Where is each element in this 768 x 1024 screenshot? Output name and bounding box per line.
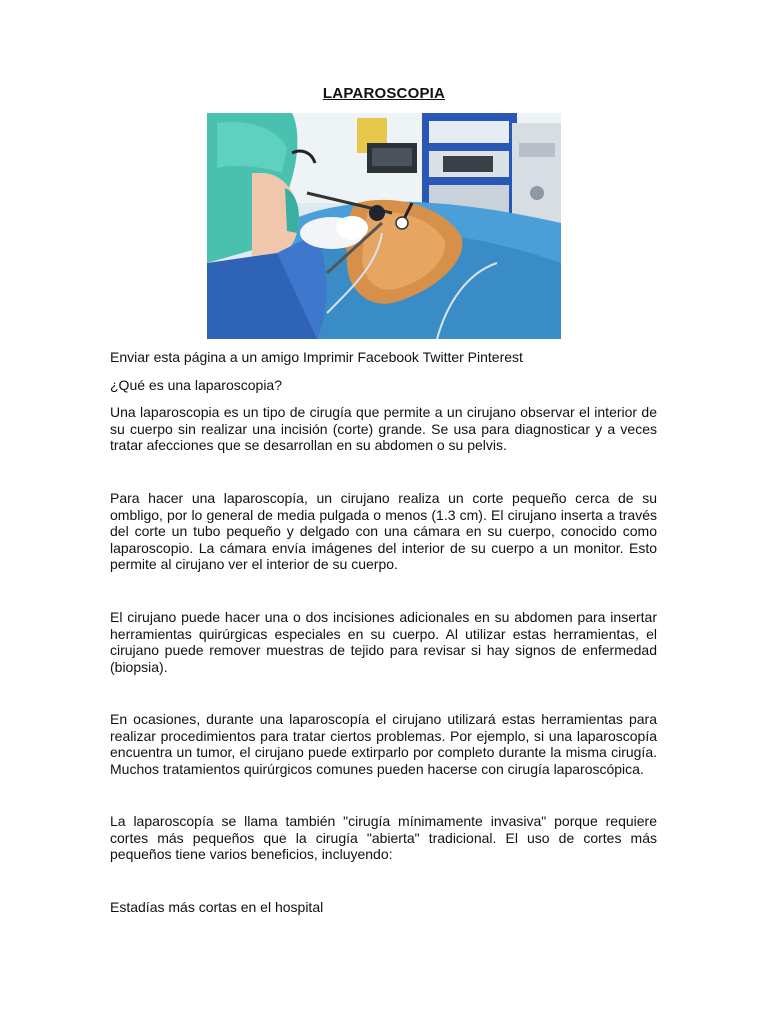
paragraph-4: En ocasiones, durante una laparoscopía el cirujano utilizará estas herramientas para realizar procedimientos para tratar ciertos problemas. Por ejemplo, si una laparoscopía encuentra un tumor, el cirujano puede extirparlo por completo durante la misma cirugía. Muchos tratamientos quirúrgicos comunes pueden hacerse con cirugía laparoscópica.	[110, 711, 657, 777]
share-line: Enviar esta página a un amigo Imprimir Facebook Twitter Pinterest	[110, 349, 523, 365]
section-question: ¿Qué es una laparoscopia?	[110, 377, 282, 393]
paragraph-3: El cirujano puede hacer una o dos incisiones adicionales en su abdomen para insertar herramientas quirúrgicas especiales en su cuerpo. Al utilizar estas herramientas, el cirujano puede remover muestras de tejido para revisar si hay signos de enfermedad (biopsia).	[110, 609, 657, 675]
paragraph-2: Para hacer una laparoscopía, un cirujano realiza un corte pequeño cerca de su ombligo, por lo general de media pulgada o menos (1.3 cm). El cirujano inserta a través del corte un tubo pequeño y delgado con una cámara en su cuerpo, conocido como laparoscopio. La cámara envía imágenes del interior de su cuerpo a un monitor. Esto permite al cirujano ver el interior de su cuerpo.	[110, 490, 657, 573]
surgery-photo	[207, 113, 561, 339]
list-item: Estadías más cortas en el hospital	[110, 899, 324, 915]
paragraph-1: Una laparoscopia es un tipo de cirugía que permite a un cirujano observar el interior de su cuerpo sin realizar una incisión (corte) grande. Se usa para diagnosticar y a veces tratar afecciones que se desarrollan en su abdomen o su pelvis.	[110, 404, 657, 454]
page-title: LAPAROSCOPIA	[322, 85, 446, 102]
paragraph-5: La laparoscopía se llama también "cirugía mínimamente invasiva" porque requiere cortes más pequeños que la cirugía "abierta" tradicional. El uso de cortes más pequeños tiene varios beneficios, incluyendo:	[110, 813, 657, 863]
